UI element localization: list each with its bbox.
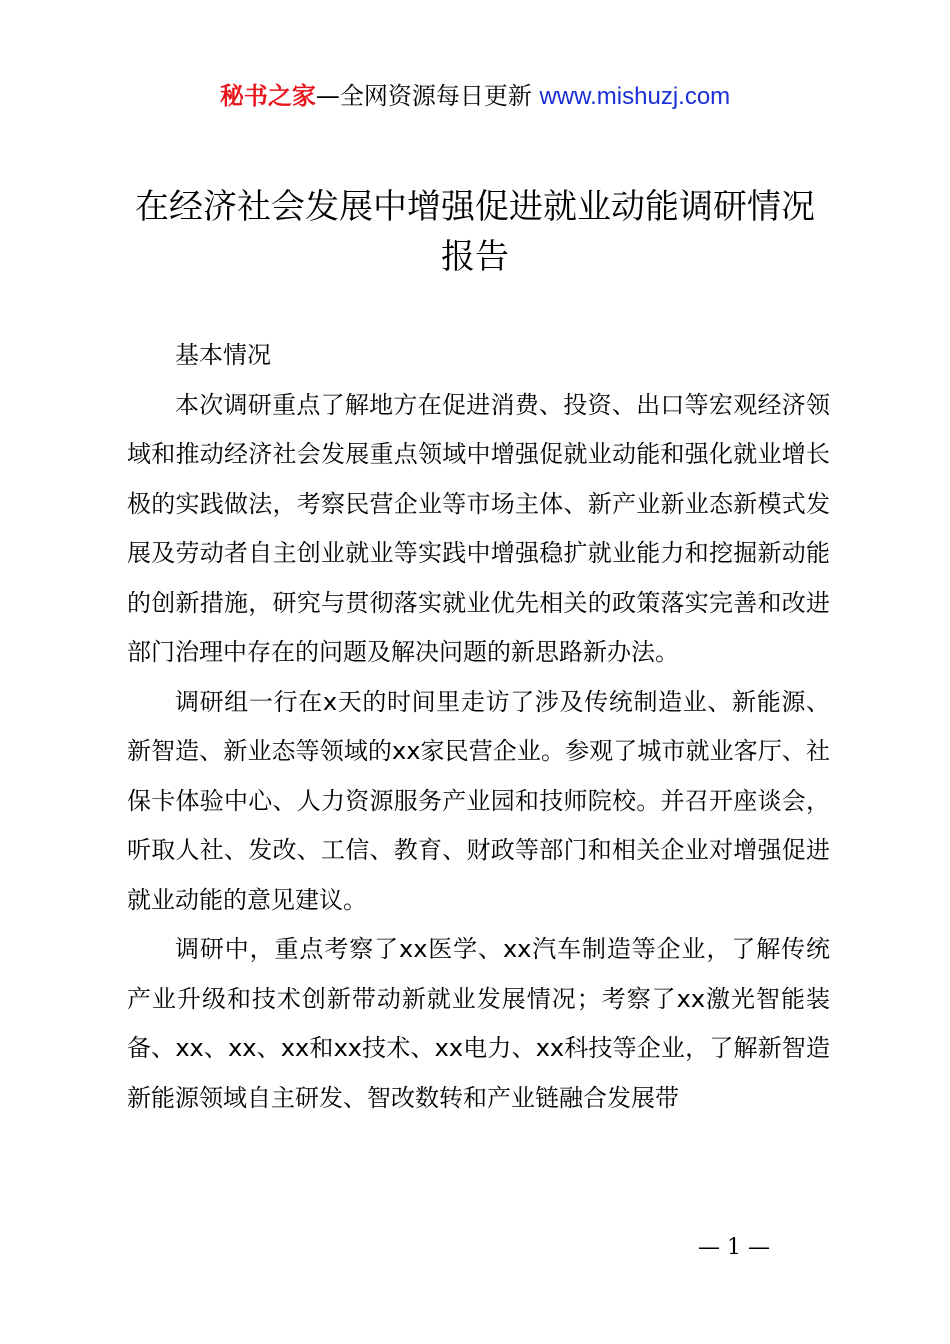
section-heading: 基本情况 (175, 341, 271, 369)
body-paragraph: 调研组一行在x天的时间里走访了涉及传统制造业、新能源、新智造、新业态等领域的xx家民营企业。参观了城市就业客厅、社保卡体验中心、人力资源服务产业园和技师院校。并召开座谈会，听取人社、发改、工信、教育、财政等部门和相关企业对增强促进就业动能的意见建议。 (127, 687, 830, 914)
site-header (0, 80, 950, 113)
document-title: 在经济社会发展中增强促进就业动能调研情况报告 (135, 187, 815, 277)
site-url-link[interactable]: www.mishuzj.com (539, 83, 731, 110)
page-number: — 1 — (698, 1235, 770, 1260)
document-body (127, 331, 830, 1123)
body-paragraph: 本次调研重点了解地方在促进消费、投资、出口等宏观经济领域和推动经济社会发展重点领域中增强促就业动能和强化就业增长极的实践做法，考察民营企业等市场主体、新产业新业态新模式发展及劳动者自主创业就业等实践中增强稳扩就业能力和挖掘新动能的创新措施，研究与贯彻落实就业优先相关的政策落实完善和改进部门治理中存在的问题及解决问题的新思路新办法。 (127, 390, 830, 666)
body-paragraph: 调研中，重点考察了xx医学、xx汽车制造等企业，了解传统产业升级和技术创新带动新就业发展情况；考察了xx激光智能装备、xx、xx、xx和xx技术、xx电力、xx科技等企业，了解新智造新能源领域自主研发、智改数转和产业链融合发展带 (127, 935, 830, 1112)
site-brand: 秘书之家 (219, 82, 316, 110)
site-tagline: —全网资源每日更新 (315, 82, 540, 110)
